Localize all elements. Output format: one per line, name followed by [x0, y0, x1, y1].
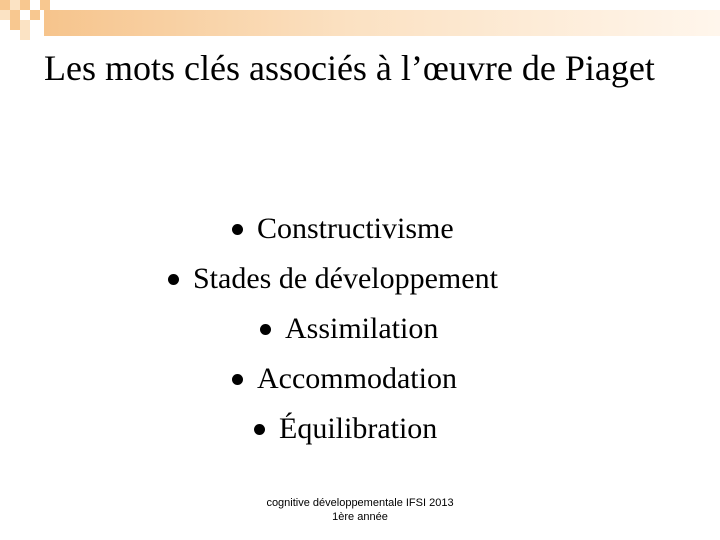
bullet-dot-icon	[232, 374, 243, 385]
bullet-text: Équilibration	[279, 412, 438, 445]
decor-square	[10, 20, 20, 30]
decor-square	[0, 10, 10, 20]
bullet-dot-icon	[254, 424, 265, 435]
footer-line: cognitive développementale IFSI 2013	[266, 497, 454, 509]
decor-square	[0, 0, 10, 10]
footer-line: 1ère année	[332, 511, 388, 523]
decor-square	[20, 20, 30, 30]
bullet-text: Stades de développement	[193, 262, 498, 295]
decor-square	[30, 10, 40, 20]
bullet-dot-icon	[260, 324, 271, 335]
decor-square	[20, 0, 30, 10]
bullet-dot-icon	[232, 224, 243, 235]
decor-square	[10, 0, 20, 10]
bullet-item	[260, 312, 438, 346]
bullet-text: Constructivisme	[257, 212, 454, 245]
bullet-text: Assimilation	[285, 312, 439, 345]
bullet-item	[232, 362, 457, 396]
slide-footer	[240, 496, 480, 524]
bullet-text: Accommodation	[257, 362, 457, 395]
bullet-item	[232, 212, 454, 246]
bullet-item	[254, 412, 437, 446]
slide-title: Les mots clés associés à l’œuvre de Piaget	[44, 48, 655, 88]
decor-square	[20, 30, 30, 40]
bullet-item	[168, 262, 498, 296]
decor-square	[40, 0, 50, 10]
header-band	[44, 10, 720, 36]
bullet-dot-icon	[168, 274, 179, 285]
decor-square	[10, 10, 20, 20]
